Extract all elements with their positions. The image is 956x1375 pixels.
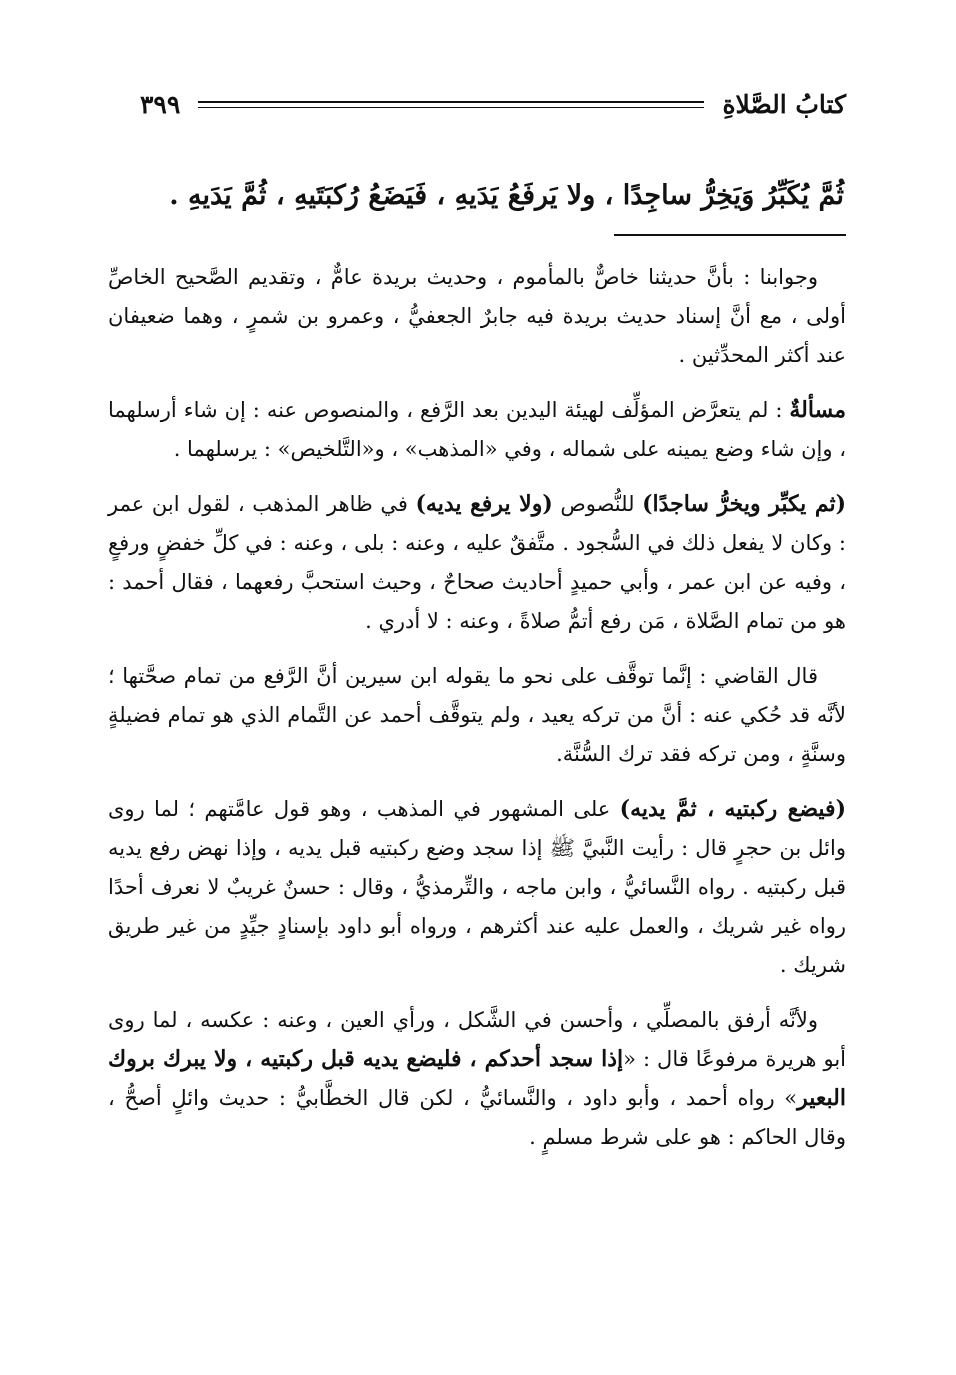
commentary-body xyxy=(108,258,846,1173)
matn-text: ثُمَّ يُكَبِّرُ وَيَخِرُّ ساجِدًا ، ولا يَرفَعُ يَدَيهِ ، فَيَضَعُ رُكبَتَيهِ ، ثُمَّ يَدَيهِ . xyxy=(169,180,844,211)
paragraph-text: للنُّصوص xyxy=(552,492,643,516)
paragraph-text: على المشهور في المذهب ، وهو قول عامَّتهم ؛ لما روى وائل بن حجرٍ قال : رأيت النَّبيَّ ﷺ إذا سجد وضع ركبتيه قبل يديه ، وإذا نهض رفع يديه قبل ركبتيه . رواه النَّسائيُّ ، وابن ماجه ، والتِّرمذيُّ ، وقال : حسنٌ غريبٌ لا نعرف أحدًا رواه غير شريك ، والعمل عليه عند أكثرهم ، ورواه أبو داود بإسنادٍ جيِّدٍ من غير طريق شريك . xyxy=(108,797,846,977)
header-rule xyxy=(198,101,704,108)
quoted-matn: (ولا يرفع يديه) xyxy=(415,491,553,517)
quoted-hadith: إذا سجد أحدكم ، فليضع يديه قبل ركبتيه ، ولا يبرك بروك البعير xyxy=(108,1046,846,1111)
commentary-paragraph-4 xyxy=(108,657,846,774)
paragraph-text: قال القاضي : إنَّما توقَّف على نحو ما يقوله ابن سيرين أنَّ الرَّفع من تمام صحَّتها ؛ لأنَّه قد حُكي عنه : أنَّ من تركه يعيد ، ولم يتوقَّف أحمد عن التَّمام الذي هو تمام فضيلةٍ وسنَّةٍ ، ومن تركه فقد ترك السُّنَّة. xyxy=(108,664,846,766)
commentary-paragraph-5 xyxy=(108,790,846,985)
quoted-matn: (ثم يكبِّر ويخرُّ ساجدًا) xyxy=(642,491,846,517)
book-title: كتابُ الصَّلاةِ xyxy=(722,89,846,119)
commentary-paragraph-2 xyxy=(108,391,846,469)
matn-separator-rule xyxy=(614,234,846,236)
commentary-paragraph-3 xyxy=(108,485,846,641)
issue-heading: مسألةٌ xyxy=(789,397,846,423)
paragraph-text: ولأنَّه أرفق بالمصلِّي ، وأحسن في الشَّكل ، ورأي العين ، وعنه : عكسه ، لما روى أبو هريرة مرفوعًا قال : « xyxy=(108,1008,846,1071)
paragraph-text: في ظاهر المذهب ، لقول ابن عمر : وكان لا يفعل ذلك في السُّجود . متَّفقٌ عليه ، وعنه : بلى ، وعنه : في كلِّ خفضٍ ورفعٍ ، وفيه عن ابن عمر ، وأبي حميدٍ أحاديث صحاحٌ ، وحيث استحبَّ رفعهما ، فقال أحمد : هو من تمام الصَّلاة ، مَن رفع أتمُّ صلاةً ، وعنه : لا أدري . xyxy=(108,492,846,633)
commentary-paragraph-6 xyxy=(108,1001,846,1157)
page-number: ٣٩٩ xyxy=(140,89,181,119)
quoted-matn: (فيضع ركبتيه ، ثمَّ يديه) xyxy=(619,796,846,822)
paragraph-text: وجوابنا : بأنَّ حديثنا خاصٌّ بالمأموم ، وحديث بريدة عامٌّ ، وتقديم الصَّحيح الخاصِّ أولى ، مع أنَّ إسناد حديث بريدة فيه جابرٌ الجعفيُّ ، وعمرو بن شمرٍ ، وهما ضعيفان عند أكثر المحدِّثين . xyxy=(108,265,846,367)
commentary-paragraph-1 xyxy=(108,258,846,375)
paragraph-text: » رواه أحمد ، وأبو داود ، والنَّسائيُّ ، لكن قال الخطَّابيُّ : حديث وائلٍ أصحُّ ، وقال الحاكم : هو على شرط مسلمٍ . xyxy=(108,1086,846,1149)
paragraph-text: : لم يتعرَّض المؤلِّف لهيئة اليدين بعد الرَّفع ، والمنصوص عنه : إن شاء أرسلهما ، وإن شاء وضع يمينه على شماله ، وفي «المذهب» ، و«التَّلخيص» : يرسلهما . xyxy=(108,398,846,461)
running-header xyxy=(140,84,846,124)
